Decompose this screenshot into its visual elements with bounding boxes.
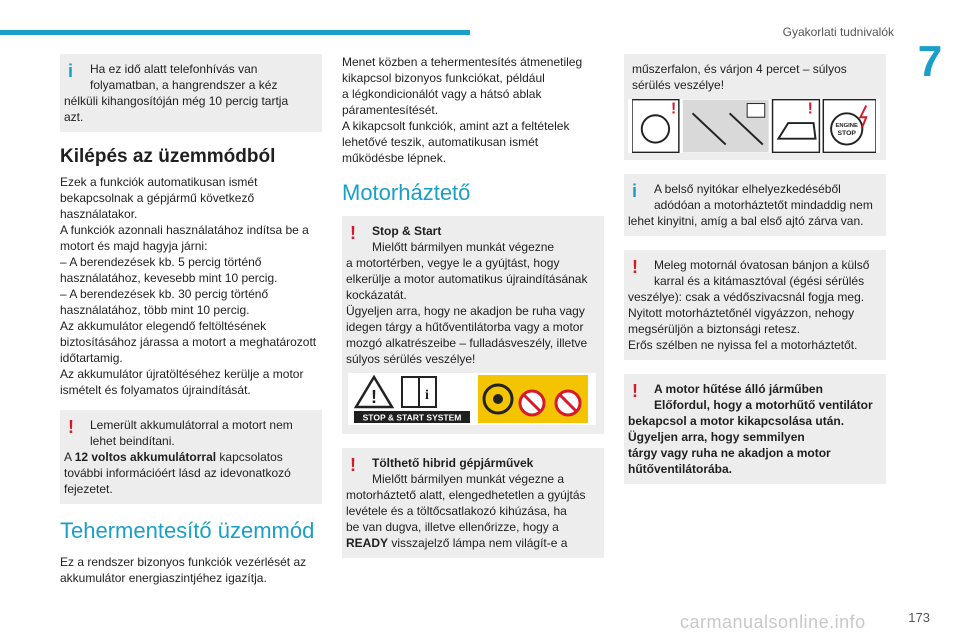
watermark: carmanualsonline.info [680,612,866,632]
info-icon: i [632,181,638,201]
warning-battery: ! Lemerült akkumulátorral a motort nem lehet beindítani. A 12 voltos akkumulátorral kapcsolatos további információért lásd az idevonatkozó fejezetet. [60,410,322,504]
info-note-phone-call: i Ha ez idő alatt telefonhívás van folyamatban, a hangrendszer a kéz nélküli kihangosítóján még 10 percig tartja azt. [60,54,322,132]
manual-book-icon [747,104,765,118]
warning-icon: ! [68,417,74,437]
exit-mode-text: Ezek a funkciók automatikusan ismét bekapcsolnak a gépjármű következő használatakor. A funkciók azonnali használatához indítsa be a motort és majd hagyja járni: – A berendezések kb. 5 percig történő használatához, kevesebb mint 10 percig. – A berendezések kb. 30 percig történő használatához, több mint 10 percig. Az akkumulátor elegendő feltöltésének biztosításához járassa a motort a meghatározott időtartamig. Az akkumulátor újratöltéséhez kerülje a motor ismételt és folyamatos újraindítását. [60,175,317,397]
stop-start-system-label: STOP & START SYSTEM [362,412,462,423]
column-1: i Ha ez idő alatt telefonhívás van folyamatban, a hangrendszer a kéz nélküli kihangosítóján még 10 percig tartja azt. Kilépés az üzemmódból Ezek a funkciók automatikusan ismét bekapcsolnak a gépjármű következő használatakor. A funkciók azonnali használatához indítsa be a motort és majd hagyja járni: – A berendezések kb. 5 percig történő használatához, kevesebb mint 10 percig. – A berendezések kb. 30 percig történő használatához, több mint 10 percig. Az akkumulátor elegendő feltöltésének biztosításához járassa a motort a meghatározott időtartamig. Az akkumulátor újratöltéséhez kerülje a motor ismételt és folyamatos újraindítását. ! Lemerült akkumulátorral a motort nem lehet beindítani. A 12 voltos akkumulátorral kapcsolatos további információért lásd az idevonatkozó fejezetet. Tehermentesítő üzemmód Ez a rendszer bizonyos funkciók vezérlését az akkumulátor energiaszintjéhez igazítja. [60,54,322,586]
heading-unload-mode: Tehermentesítő üzemmód [60,518,315,543]
column-2 [342,54,604,572]
chapter-number: 7 [917,37,943,86]
info-icon: i [68,61,74,81]
warning-plugin-hybrid: ! Tölthető hibrid gépjárművek Mielőtt bármilyen munkát végezne a motorháztető alatt, elengedhetetlen a gyújtás levétele és a töltőcsatlakozó kihúzása, ha be van dugva, illetve ellenőrizze, hogy a READY visszajelző lámpa nem világít-e a [342,448,604,558]
svg-text:i: i [425,388,429,403]
warning-icon: ! [350,455,356,475]
warning-stop-start: ! Stop & Start Mielőtt bármilyen munkát végezne a motortérben, vegye le a gyújtást, hogy elkerülje a motor automatikus újraindításának kockázatát. Ügyeljen arra, hogy ne akadjon be ruha vagy idegen tárgy a hűtőventilátorba vagy a motor mozgó alkatrészeibe – fulladásveszély, illetve súlyos sérülés veszélye! ! i STOP & START SYSTEM [342,216,604,434]
hybrid-pictogram-strip [632,99,876,153]
warning-icon: ! [350,223,356,243]
svg-text:!: ! [807,100,813,118]
stop-start-pictograms [352,373,592,425]
svg-text:ENGINE: ENGINE [835,122,858,129]
warning-hot-engine: ! Meleg motornál óvatosan bánjon a külső karral és a kitámasztóval (égési sérülés veszélye): csak a védőszivacsnál fogja meg. Nyitott motorháztetőnél vigyázzon, nehogy megsérüljön a biztonsági retesz. Erős szélben ne nyissa fel a motorháztetőt. [624,250,886,360]
svg-text:!: ! [371,387,377,407]
warning-icon: ! [632,257,638,277]
warning-cooling-fan: ! A motor hűtése álló járműben Előfordul, hogy a motorhűtő ventilátor bekapcsol a motor kikapcsolása után. Ügyeljen arra, hogy semmilyen tárgy vagy ruha ne akadjon a motor hűtőventilátorába. [624,374,886,484]
svg-text:!: ! [671,100,677,118]
header-accent-bar [0,30,470,35]
info-note-hood-lever: i A belső nyitókar elhelyezkedéséből adódóan a motorháztetőt mindaddig nem lehet kinyitni, amíg a bal első ajtó zárva van. [624,174,886,236]
column-3 [624,54,886,498]
page-number: 173 [908,610,930,625]
warning-icon: ! [632,381,638,401]
svg-text:STOP: STOP [837,129,856,137]
heading-exit-mode: Kilépés az üzemmódból [60,146,276,167]
hybrid-warning-pictograms [628,99,880,153]
heading-hood: Motorháztető [342,180,471,205]
stop-start-warning-label [348,373,596,425]
unload-intro-text: Menet közben a tehermentesítés átmenetileg kikapcsol bizonyos funkciókat, például a légkondicionálót vagy a hátsó ablak páramentesítését. A kikapcsolt funkciók, amint azt a feltételek lehetővé teszik, automatikusan ismét működésbe lépnek. [342,55,583,165]
warning-hybrid-continued: műszerfalon, és várjon 4 percet – súlyos sérülés veszélye! ! ! ENGINE STOP [624,54,886,160]
section-title: Gyakorlati tudnivalók [782,25,894,39]
